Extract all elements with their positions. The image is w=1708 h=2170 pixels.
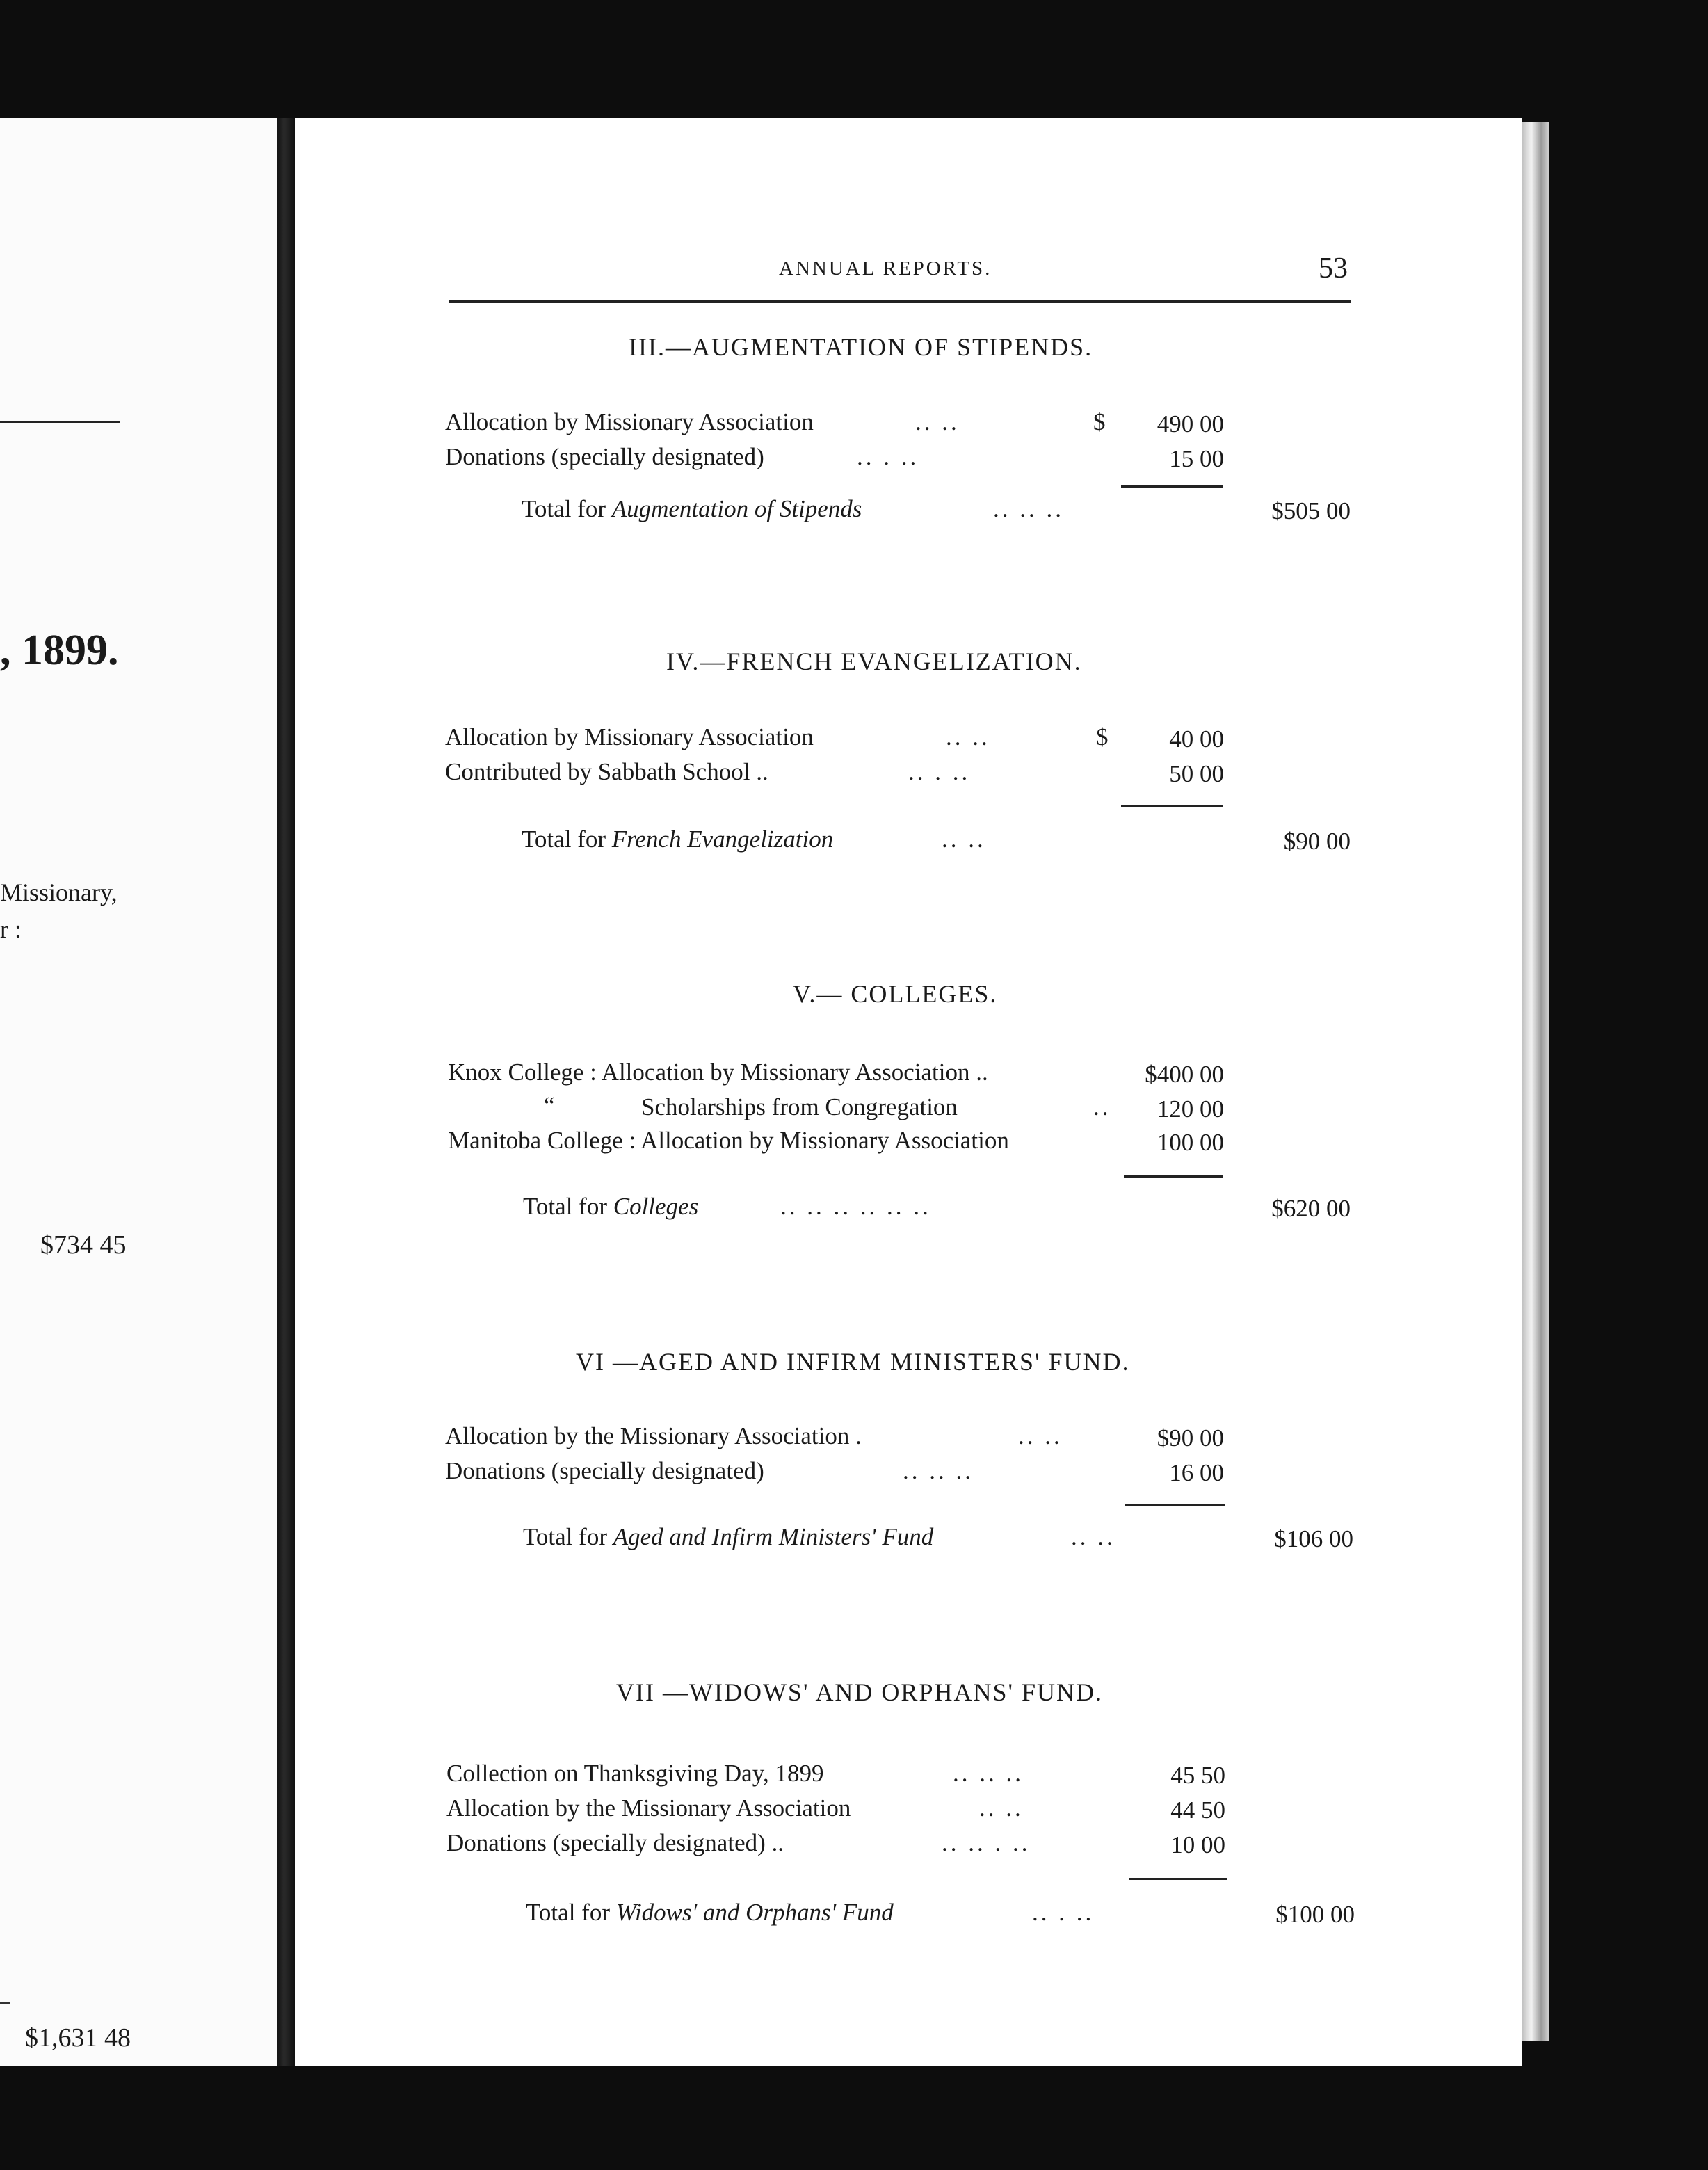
section-line-label: Donations (specially designated) .. [446,1829,784,1856]
total-label [522,495,862,523]
left-page [0,118,277,2066]
total-amount: $620 00 [1271,1195,1351,1222]
section-line-amount: 15 00 [1169,445,1224,472]
section-title: VII —WIDOWS' AND ORPHANS' FUND. [616,1678,1103,1706]
left-page-amount: $734 45 [40,1230,127,1260]
page-number: 53 [1319,252,1348,284]
sum-rule [1121,485,1223,488]
section-line-amount: 44 50 [1170,1797,1225,1824]
section-line-label: Manitoba College : Allocation by Missionary Association [448,1127,1009,1154]
leader-dots: .. . .. [908,758,971,785]
left-page-heading: , 1899. [0,627,119,674]
section-title: V.— COLLEGES. [793,980,998,1008]
total-prefix: Total for [523,1193,607,1220]
section-line-label: Knox College : Allocation by Missionary Association .. [448,1059,988,1086]
header-rule [449,300,1351,303]
section-line-amount: 50 00 [1169,760,1224,787]
total-amount: $100 00 [1275,1901,1355,1928]
sum-rule [1125,1504,1225,1506]
section-line-label: Allocation by the Missionary Association . [445,1422,862,1449]
total-fund-name: Colleges [613,1193,699,1220]
leader-dots: .. . .. [857,443,919,470]
leader-dots: .. .. [946,723,990,750]
leader-dots: .. . .. [1032,1899,1095,1926]
leader-dots: .. .. [1018,1422,1063,1449]
section-line-amount: 45 50 [1170,1762,1225,1789]
book-spine [277,118,295,2066]
section-line-label: Donations (specially designated) [445,443,764,470]
leader-dots: .. .. .. [953,1760,1024,1787]
section-line-amount: $400 00 [1145,1061,1224,1088]
total-fund-name: Widows' and Orphans' Fund [615,1899,894,1926]
section-line-amount: 100 00 [1157,1129,1224,1156]
total-prefix: Total for [523,1523,607,1550]
section-line-label: Allocation by Missionary Association [445,723,814,750]
leader-dots: .. .. .. .. .. .. [780,1193,931,1220]
total-prefix: Total for [526,1899,610,1926]
currency-sign: $ [1096,723,1109,750]
page-edges [1522,122,1549,2041]
section-line-label: Collection on Thanksgiving Day, 1899 [446,1760,824,1787]
left-page-rule [0,421,120,423]
leader-dots: .. .. .. [993,495,1064,522]
left-page-text-line: Missionary, [0,878,118,906]
left-page-text-line: r : [0,915,22,943]
total-label [522,826,833,853]
section-line-label: Scholarships from Congregation [641,1093,958,1120]
ditto-mark: “ [544,1092,555,1119]
section-line-amount: 10 00 [1170,1831,1225,1858]
section-line-amount: 490 00 [1157,410,1224,437]
section-line-label: Contributed by Sabbath School .. [445,758,768,785]
total-fund-name: Aged and Infirm Ministers' Fund [613,1523,934,1550]
total-fund-name: Augmentation of Stipends [611,495,862,522]
section-title: VI —AGED AND INFIRM MINISTERS' FUND. [576,1348,1130,1376]
total-amount: $90 00 [1283,828,1351,855]
leader-dots: .. .. [942,826,986,853]
total-label [523,1193,698,1221]
leader-dots: .. .. . .. [942,1829,1031,1856]
sum-rule [1121,805,1223,807]
left-page-amount: $1,631 48 [25,2023,131,2052]
total-fund-name: French Evangelization [611,826,834,853]
leader-dots: .. .. .. [903,1457,974,1484]
total-amount: $106 00 [1274,1525,1353,1552]
leader-dots: .. [1093,1093,1111,1120]
section-line-amount: 16 00 [1169,1459,1224,1486]
sum-rule [1124,1175,1223,1178]
running-title: ANNUAL REPORTS. [779,257,992,280]
section-line-amount: $90 00 [1157,1424,1224,1452]
currency-sign: $ [1093,408,1106,435]
leader-dots: .. .. [979,1794,1024,1822]
section-title: III.—AUGMENTATION OF STIPENDS. [629,333,1093,361]
total-amount: $505 00 [1271,497,1351,524]
section-line-label: Allocation by Missionary Association [445,408,814,435]
leader-dots: .. .. [1071,1523,1115,1550]
total-prefix: Total for [522,826,606,853]
left-page-rule-fragment [0,2002,10,2004]
section-line-amount: 40 00 [1169,725,1224,753]
total-prefix: Total for [522,495,606,522]
total-label [523,1523,933,1551]
section-line-label: Allocation by the Missionary Association [446,1794,851,1822]
total-label [526,1899,894,1927]
leader-dots: .. .. [915,408,960,435]
section-line-label: Donations (specially designated) [445,1457,764,1484]
sum-rule [1129,1878,1227,1880]
section-title: IV.—FRENCH EVANGELIZATION. [666,648,1082,675]
section-line-amount: 120 00 [1157,1095,1224,1123]
